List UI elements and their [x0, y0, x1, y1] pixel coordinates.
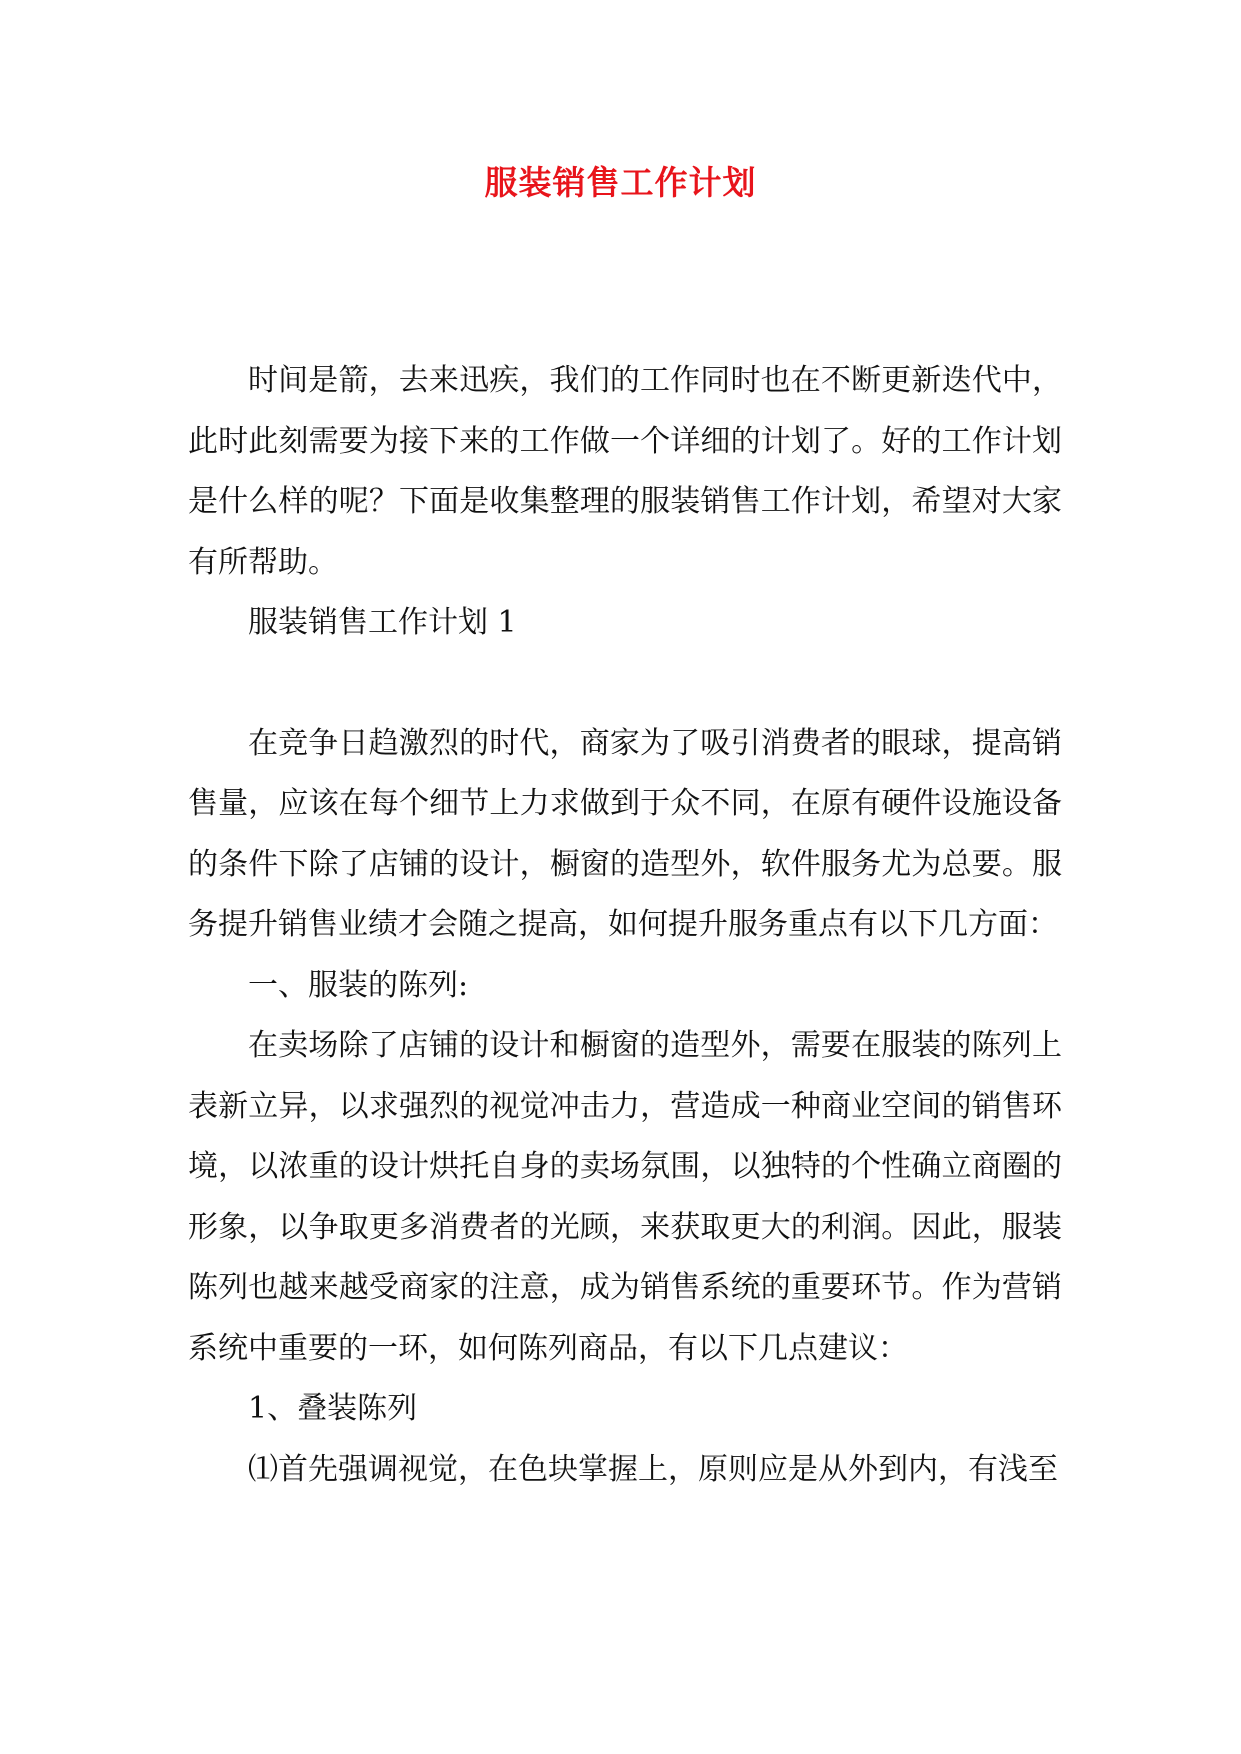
list-heading: 1、叠装陈列: [248, 1391, 418, 1426]
document-body: [188, 351, 1062, 1500]
subsection-heading: 一、服装的陈列:: [248, 967, 469, 1003]
intro-paragraph: 时间是箭，去来迅疾，我们的工作同时也在不断更新迭代中，此时此刻需要为接下来的工作做一个详细的计划了。好的工作计划是什么样的呢？下面是收集整理的服装销售工作计划，希望对大家有所帮助。: [188, 363, 1062, 580]
section-heading: 服装销售工作计划 1: [248, 605, 517, 640]
body-paragraph: 在竞争日趋激烈的时代，商家为了吸引消费者的眼球，提高销售量，应该在每个细节上力求做到于众不同，在原有硬件设施设备的条件下除了店铺的设计，橱窗的造型外，软件服务尤为总要。服务提升销售业绩才会随之提高，如何提升服务重点有以下几方面：: [188, 725, 1062, 942]
document-title: 服装销售工作计划: [484, 163, 757, 202]
body-paragraph: 在卖场除了店铺的设计和橱窗的造型外，需要在服装的陈列上表新立异，以求强烈的视觉冲击力，营造成一种商业空间的销售环境，以浓重的设计烘托自身的卖场氛围，以独特的个性确立商圈的形象，以争取更多消费者的光顾，来获取更大的利润。因此，服装陈列也越来越受商家的注意，成为销售系统的重要环节。作为营销系统中重要的一环，如何陈列商品，有以下几点建议：: [188, 1028, 1062, 1366]
list-item: ⑴首先强调视觉，在色块掌握上，原则应是从外到内，有浅至: [248, 1451, 1058, 1487]
